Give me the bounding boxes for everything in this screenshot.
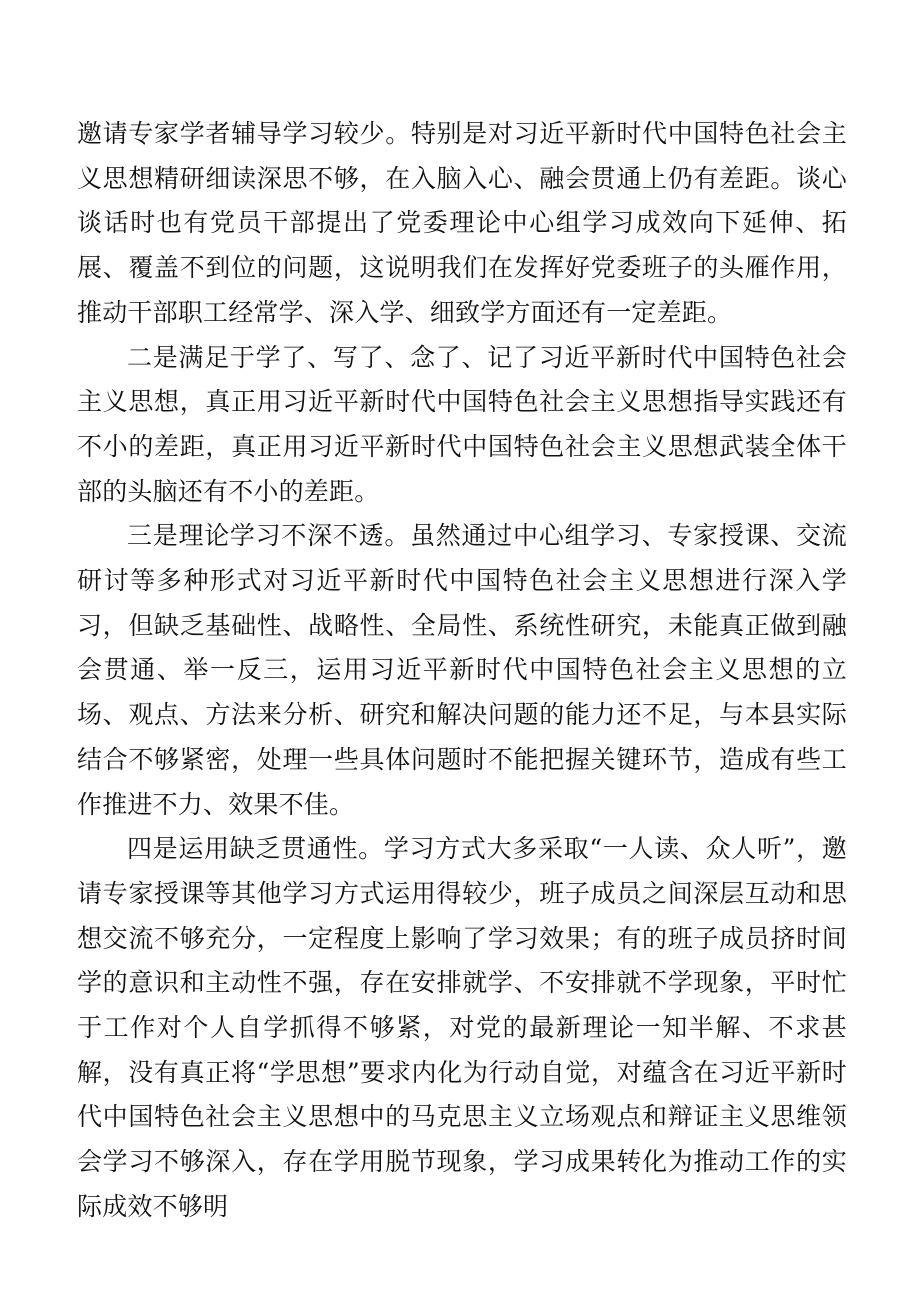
document-page <box>77 112 847 1230</box>
paragraph-2: 二是满足于学了、写了、念了、记了习近平新时代中国特色社会主义思想，真正用习近平新时代中国特色社会主义思想指导实践还有不小的差距，真正用习近平新时代中国特色社会主义思想武装全体干部的头脑还有不小的差距。 <box>77 342 847 506</box>
paragraph-4: 四是运用缺乏贯通性。学习方式大多采取“一人读、众人听”，邀请专家授课等其他学习方式运用得较少，班子成员之间深层互动和思想交流不够充分，一定程度上影响了学习效果；有的班子成员挤时间学的意识和主动性不强，存在安排就学、不安排就不学现象，平时忙于工作对个人自学抓得不够紧，对党的最新理论一知半解、不求甚解，没有真正将“学思想”要求内化为行动自觉，对蕴含在习近平新时代中国特色社会主义思想中的马克思主义立场观点和辩证主义思维领会学习不够深入，存在学用脱节现象，学习成果转化为推动工作的实际成效不够明 <box>77 834 847 1221</box>
paragraph-1: 邀请专家学者辅导学习较少。特别是对习近平新时代中国特色社会主义思想精研细读深思不够，在入脑入心、融会贯通上仍有差距。谈心谈话时也有党员干部提出了党委理论中心组学习成效向下延伸、拓展、覆盖不到位的问题，这说明我们在发挥好党委班子的头雁作用，推动干部职工经常学、深入学、细致学方面还有一定差距。 <box>77 119 847 327</box>
paragraph-3: 三是理论学习不深不透。虽然通过中心组学习、专家授课、交流研讨等多种形式对习近平新时代中国特色社会主义思想进行深入学习，但缺乏基础性、战略性、全局性、系统性研究，未能真正做到融会贯通、举一反三，运用习近平新时代中国特色社会主义思想的立场、观点、方法来分析、研究和解决问题的能力还不足，与本县实际结合不够紧密，处理一些具体问题时不能把握关键环节，造成有些工作推进不力、效果不佳。 <box>77 521 847 819</box>
